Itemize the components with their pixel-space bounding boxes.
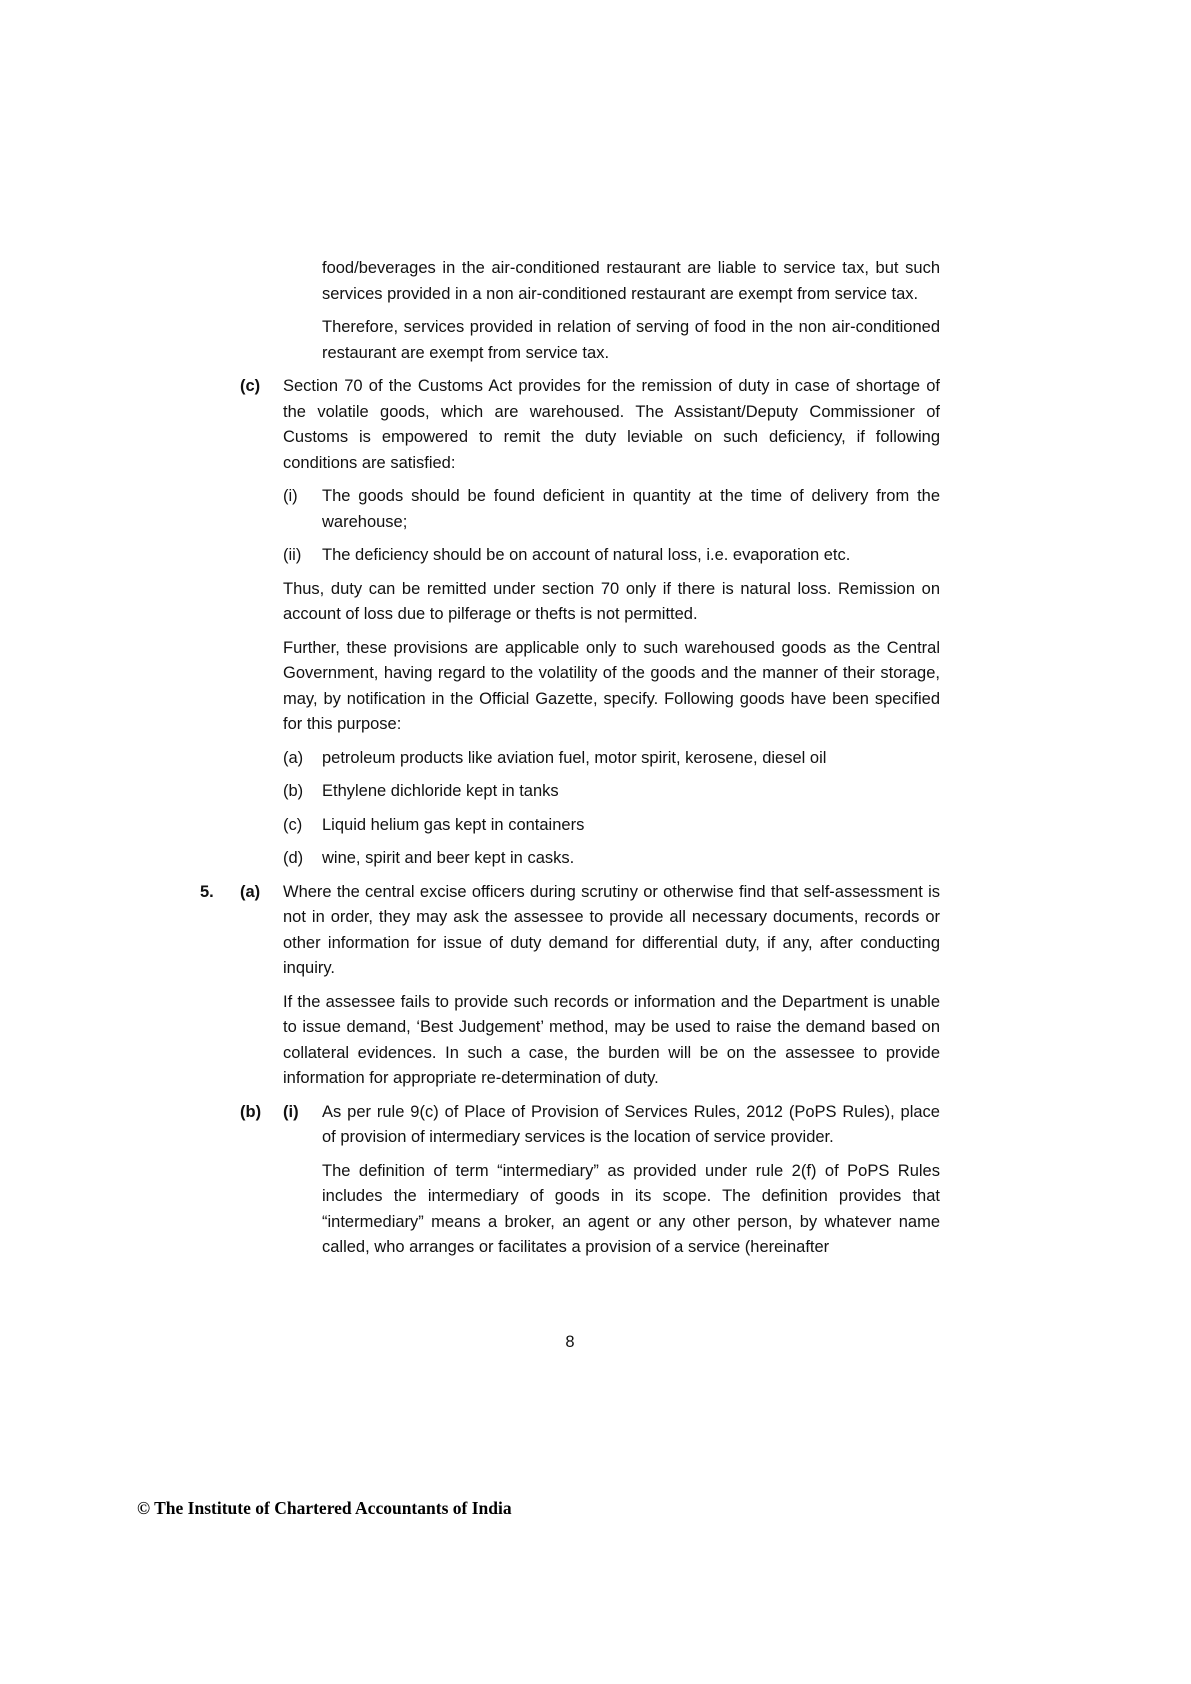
question-5-item-a (200, 880, 940, 982)
paragraph-text: Therefore, services provided in relation of serving of food in the non air-conditioned restaurant are exempt from service tax. (322, 318, 940, 362)
sub-item-text: The goods should be found deficient in quantity at the time of delivery from the warehouse; (322, 487, 940, 531)
paragraph-text: The definition of term “intermediary” as provided under rule 2(f) of PoPS Rules includes the intermediary of goods in its scope. The definition provides that “intermediary” means a broker, an agent or any other person, by whatever name called, who arranges or facilitates a provision of a service (hereinafter (322, 1161, 940, 1256)
list-item-label: (a) (283, 748, 304, 767)
item-b-sub-i (240, 1100, 940, 1151)
list-item-label: (d) (283, 849, 304, 867)
list-item-a (283, 746, 940, 772)
paragraph-text: If the assessee fails to provide such records or information and the Department is unable to issue demand, ‘Best Judgement’ method, may be used to raise the demand based on collateral evidences. In such a case, the burden will be on the assessee to provide information for appropriate re-determination of duty. (283, 992, 940, 1087)
list-item-b (283, 779, 940, 805)
item-label: (b) (240, 1102, 262, 1121)
sub-item-label: (i) (283, 487, 298, 505)
list-item-text: wine, spirit and beer kept in casks. (322, 849, 575, 867)
list-item-text: Liquid helium gas kept in containers (322, 815, 585, 834)
sub-item-ii (283, 543, 940, 569)
paragraph-text: Thus, duty can be remitted under section 70 only if there is natural loss. Remission on account of loss due to pilferage or thefts is not permitted. (283, 579, 940, 623)
list-item-d (283, 846, 940, 872)
paragraph (283, 636, 940, 738)
footer-copyright: © The Institute of Chartered Accountants of India (137, 1498, 512, 1518)
item-text: Section 70 of the Customs Act provides for the remission of duty in case of shortage of the volatile goods, which are warehoused. The Assistant/Deputy Commissioner of Customs is empowered to remit the duty leviable on such deficiency, if following conditions are satisfied: (283, 377, 940, 472)
answer-item-c (240, 374, 940, 476)
paragraph-text: food/beverages in the air-conditioned restaurant are liable to service tax, but such services provided in a non air-conditioned restaurant are exempt from service tax. (322, 259, 940, 303)
list-item-text: Ethylene dichloride kept in tanks (322, 782, 559, 800)
paragraph-continuation (322, 256, 940, 307)
sub-item-label: (ii) (283, 546, 302, 564)
paragraph-text: Further, these provisions are applicable only to such warehoused goods as the Central Government, having regard to the volatility of the goods and the manner of their storage, may, by notification in the Official Gazette, specify. Following goods have been specified for this purpose: (283, 638, 940, 733)
sub-item-i (283, 484, 940, 535)
paragraph (283, 577, 940, 628)
sub-item-text: The deficiency should be on account of natural loss, i.e. evaporation etc. (322, 546, 851, 564)
question-number-label: 5. (200, 882, 214, 901)
list-item-text: petroleum products like aviation fuel, motor spirit, kerosene, diesel oil (322, 748, 827, 767)
paragraph (322, 1159, 940, 1261)
list-item-label: (b) (283, 782, 304, 800)
item-label: (a) (240, 882, 261, 901)
sub-item-label: (i) (283, 1102, 299, 1121)
page-content (200, 256, 940, 1261)
item-text: As per rule 9(c) of Place of Provision of Services Rules, 2012 (PoPS Rules), place of provision of intermediary services is the location of service provider. (322, 1102, 940, 1146)
item-text: Where the central excise officers during scrutiny or otherwise find that self-assessment is not in order, they may ask the assessee to provide all necessary documents, records or other information for issue of duty demand for differential duty, if any, after conducting inquiry. (283, 882, 940, 977)
paragraph (322, 315, 940, 366)
list-item-label: (c) (283, 815, 303, 834)
paragraph (283, 990, 940, 1092)
list-item-c (283, 813, 940, 839)
item-label: (c) (240, 377, 261, 395)
page-number: 8 (565, 1333, 575, 1351)
